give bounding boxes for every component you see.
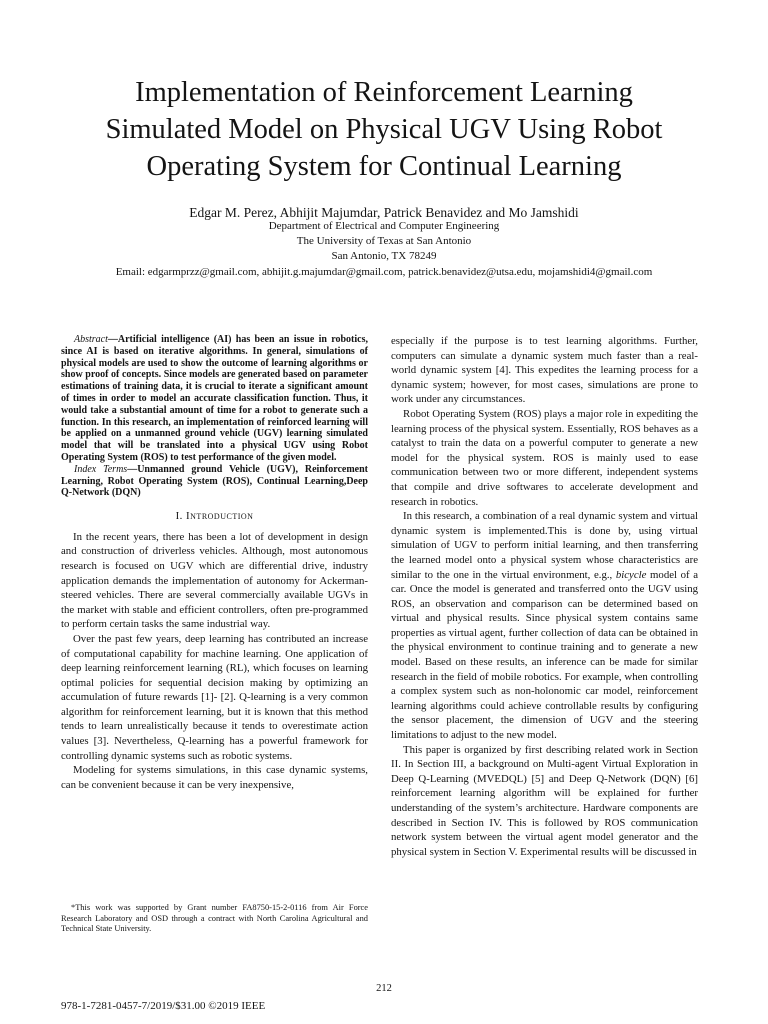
paper-title	[20, 74, 748, 185]
paragraph	[391, 509, 698, 743]
affiliation-block	[0, 219, 768, 280]
emails: Email: edgarmprzz@gmail.com, abhijit.g.majumdar@gmail.com, patrick.benavidez@utsa.edu, mojamshidi4@gmail.com	[115, 265, 653, 278]
funding-footnote: *This work was supported by Grant number FA8750-15-2-0116 from Air Force Research Laboratory and OSD through a contract with North Carolina Agricultural and Technical State University.	[61, 903, 368, 933]
left-column	[61, 334, 368, 792]
paragraph: Modeling for systems simulations, in this case dynamic systems, can be convenient because it can be very inexpensive,	[61, 764, 368, 791]
city: San Antonio, TX 78249	[331, 250, 437, 263]
paragraph: especially if the purpose is to test learning algorithms. Further, computers can simulate a dynamic system much faster than a real-world dynamic system [4]. This expedites the learning process for a dynamic system; however, for most cases, simulations are prone to work under any circumstances.	[391, 335, 698, 406]
right-column	[391, 334, 698, 859]
paragraph-text: model of a car. Once the model is generated and transferred onto the UGV using ROS, an observation and comparison can be determined based on virtual and physical results. Since physical system contains same properties as virtual agent, further collection of data can be obtained in the physical environment to continue training and to generate a new model. Based on these results, an inference can be made for similar research in the field of mobile robotics. For example, when controlling a complex system such as non-holonomic car model, reinforcement learning algorithms could achieve controllable results by configuring the sensor placement, the dimension of UGV and the steering limitations to adjust to the new model.	[391, 568, 698, 742]
paragraph: In the recent years, there has been a lot of development in design and construction of driverless vehicles. Although, most autonomous research is focused on UGV which are differential drive, industry application demands the implementation of autonomy for Ackerman-steered vehicles. There are several commercially available UGVs in the market with stable and efficient controllers, often pre-programmed to perform certain tasks the same industrial way.	[61, 530, 368, 631]
author-list: Edgar M. Perez, Abhijit Majumdar, Patrick Benavidez and Mo Jamshidi	[189, 205, 579, 220]
university: The University of Texas at San Antonio	[296, 235, 472, 248]
paragraph: Over the past few years, deep learning has contributed an increase of computational capability for machine learning. One application of deep learning reinforcement learning (RL), which focuses on learning optimal policies for sequential decision making by optimizing an accumulation of future rewards [1]- [2]. Q-learning is a very common algorithm for reinforcement learning, but it is known that this method tends to learn unrealistically because it tends to overestimate action values [3]. Nevertheless, Q-learning has a powerful framework for controlling dynamic systems such as robotic systems.	[61, 632, 368, 762]
paragraph-text: In this research, a combination of a real dynamic system and virtual dynamic system is implemented.This is done by, using virtual simulation of UGV to perform initial learning, and then transferring the learned model onto a physical system whose characteristics are similar to the one in the virtual environment, e.g.,	[391, 510, 698, 581]
index-terms-lead: Index Terms	[74, 463, 128, 475]
isbn-copyright: 978-1-7281-0457-7/2019/$31.00 ©2019 IEEE	[61, 1000, 266, 1012]
title-line: Operating System for Continual Learning	[146, 151, 622, 182]
index-terms-text: —Unmanned ground Vehicle (UGV), Reinforcement Learning, Robot Operating System (ROS), Continual Learning,Deep Q-Network (DQN)	[61, 463, 368, 499]
title-line: Implementation of Reinforcement Learning	[135, 77, 633, 108]
index-terms	[61, 464, 368, 499]
paragraph: This paper is organized by first describing related work in Section II. In Section III, a background on Multi-agent Virtual Exploration in Deep Q-Learning (MVEDQL) [5] and Deep Q-Network (DQN) [6] reinforcement learning algorithm will be explained for further understanding of the system’s architecture. Hardware components are described in Section IV. This is followed by ROS communication network system between the virtual agent model generator and the physical system in Section V. Experimental results will be discussed in	[391, 743, 698, 858]
italic-term: bicycle	[615, 568, 647, 581]
paragraph: Robot Operating System (ROS) plays a major role in expediting the learning process of the physical system. Essentially, ROS behaves as a catalyst to train the data on a powerful computer to generate a new model for the physical system. ROS is mainly used to ease communication between two or more different, independent systems that compile and drive softwares to accelerate development and research in robotics.	[391, 407, 698, 508]
page-number: 212	[376, 983, 392, 994]
department: Department of Electrical and Computer Engineering	[268, 220, 500, 232]
abstract	[61, 334, 368, 464]
title-line: Simulated Model on Physical UGV Using Robot	[105, 114, 663, 145]
abstract-lead: Abstract	[74, 334, 108, 345]
section-heading-introduction: I. Introduction	[175, 510, 254, 523]
abstract-text: —Artificial intelligence (AI) has been an issue in robotics, since AI is based on iterative algorithms. In general, simulations of physical models are used to show the outcome of learning algorithms or show proof of concepts. Since models are generated based on parameter estimations of training data, it is crucial to iterate a significant amount of times in order to model an accurate classification function. Thus, it would take a substantial amount of time for a robot to generate such a function. In this research, an implementation of reinforced learning will be applied on a unmanned ground vehicle (UGV) learning simulated model that will be translated into a physical UGV using Robot Operating System (ROS) to test performance of the given model.	[61, 334, 368, 463]
